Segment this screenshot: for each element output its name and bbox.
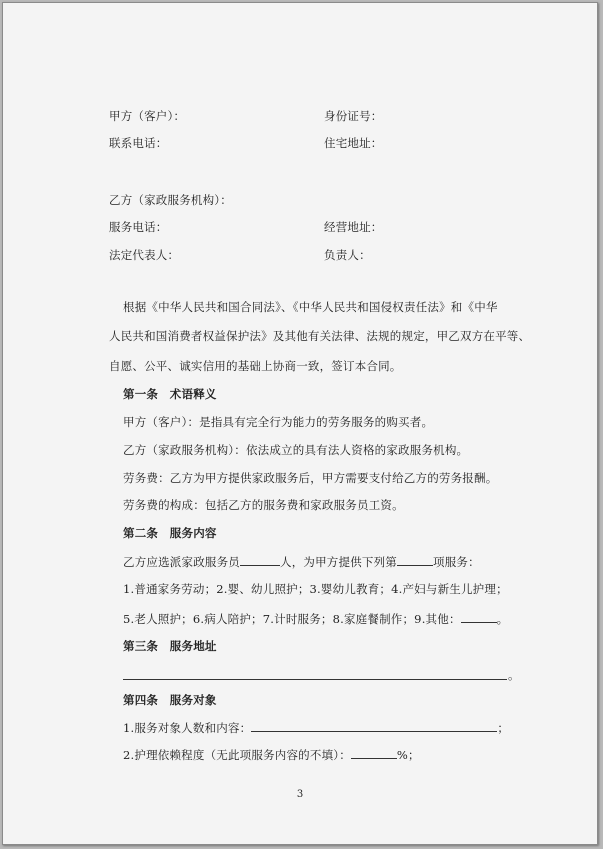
article-1-line: 劳务费：乙方为甲方提供家政服务后，甲方需要支付给乙方的劳务报酬。 [123,471,498,485]
period: 。 [508,668,520,682]
care-dependency-blank[interactable] [351,747,397,759]
care-dependency-line [123,747,420,763]
percent-suffix: %； [396,748,420,762]
party-a-label: 甲方（客户）： [109,109,186,123]
care-dependency-text: 2.护理依赖程度（无此项服务内容的不填）： [123,748,351,762]
article-2-title: 第二条 服务内容 [123,526,217,540]
page-number: 3 [296,789,304,800]
preamble-line: 自愿、公平、诚实信用的基础上协商一致，签订本合同。 [109,359,402,373]
service-items-line [123,611,508,627]
article-1-title: 第一条 术语释义 [123,387,217,401]
service-item-blank[interactable] [397,554,433,566]
contact-phone-label: 联系电话： [109,136,168,150]
preamble-line: 人民共和国消费者权益保护法》及其他有关法律、法规的规定，甲乙双方在平等、 [109,329,531,343]
party-b-label: 乙方（家政服务机构）： [109,193,232,207]
service-object-line [123,720,509,736]
article-2-text: 人，为甲方提供下列第 [280,555,397,569]
residence-address-label: 住宅地址： [324,136,383,150]
service-items-text: 5.老人照护；6.病人陪护；7.计时服务；8.家庭餐制作；9.其他： [123,612,461,626]
article-1-line: 乙方（家政服务机构）：依法成立的具有法人资格的家政服务机构。 [123,443,469,457]
responsible-person-label: 负责人： [324,248,371,262]
period: 。 [496,612,509,626]
article-4-title: 第四条 服务对象 [123,693,217,707]
article-2-text: 乙方应选派家政服务员 [123,555,240,569]
service-phone-label: 服务电话： [109,220,168,234]
article-1-line: 甲方（客户）：是指具有完全行为能力的劳务服务的购买者。 [123,415,434,429]
service-items-line: 1.普通家务劳动；2.婴、幼儿照护；3.婴幼儿教育；4.产妇与新生儿护理； [123,582,508,596]
preamble-line: 根据《中华人民共和国合同法》、《中华人民共和国侵权责任法》和《中华 [123,300,498,314]
staff-count-blank[interactable] [240,554,280,566]
article-2-staff-line [123,554,480,570]
article-3-title: 第三条 服务地址 [123,639,217,653]
id-number-label: 身份证号： [324,109,383,123]
article-1-line: 劳务费的构成：包括乙方的服务费和家政服务员工资。 [123,498,404,512]
business-address-label: 经营地址： [324,220,383,234]
service-object-text: 1.服务对象人数和内容： [123,721,252,735]
other-service-blank[interactable] [461,611,497,623]
legal-representative-label: 法定代表人： [109,248,180,262]
document-page [2,2,598,845]
article-2-text: 项服务： [433,555,480,569]
service-object-blank[interactable] [251,720,497,732]
service-address-blank[interactable] [123,679,507,680]
semicolon: ； [497,721,510,735]
